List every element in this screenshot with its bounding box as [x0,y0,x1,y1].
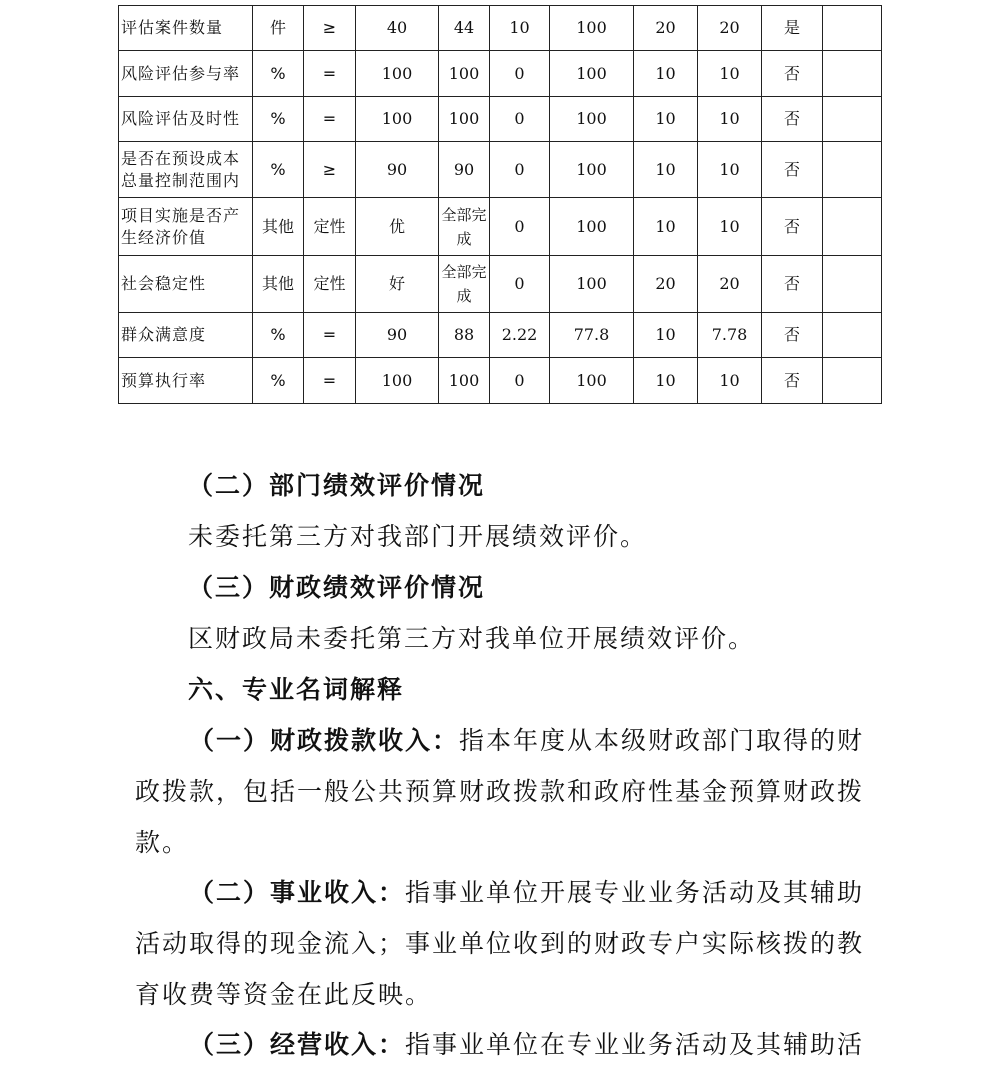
cell-note [823,358,882,404]
cell-actual: 100 [439,358,490,404]
cell-note [823,97,882,142]
section-heading-finance-evaluation: （三）财政绩效评价情况 [188,573,486,602]
cell-name: 社会稳定性 [119,256,253,313]
cell-score: 10 [698,142,762,198]
cell-dev: 0 [490,358,550,404]
cell-name: 群众满意度 [119,313,253,358]
cell-op: 定性 [304,256,356,313]
cell-name: 预算执行率 [119,358,253,404]
term-definition [135,715,880,868]
table-body [119,6,882,404]
cell-weight: 20 [634,6,698,51]
cell-op: = [304,313,356,358]
term-label: （二）事业收入： [189,878,406,907]
cell-target: 好 [356,256,439,313]
cell-dev: 10 [490,6,550,51]
cell-rate: 100 [550,6,634,51]
cell-target: 40 [356,6,439,51]
cell-op: 定性 [304,198,356,256]
term-label: （三）经营收入： [189,1030,406,1059]
cell-score: 10 [698,198,762,256]
table-row [119,313,882,358]
cell-target: 100 [356,97,439,142]
term-text: 指事业单位开展专业业务活动及其辅助活动取得的现金流入；事业单位收到的财政专户实际核拨的教育收费等资金在此反映。 [135,878,865,1009]
cell-unit: % [253,51,304,97]
cell-name: 风险评估及时性 [119,97,253,142]
term-definition [135,867,880,1020]
performance-indicator-table [118,5,882,404]
cell-unit: % [253,313,304,358]
cell-name: 风险评估参与率 [119,51,253,97]
cell-name: 评估案件数量 [119,6,253,51]
cell-unit: 其他 [253,256,304,313]
table-row [119,97,882,142]
section-heading-dept-evaluation: （二）部门绩效评价情况 [188,471,486,500]
cell-flag: 否 [762,142,823,198]
cell-dev: 0 [490,142,550,198]
cell-rate: 100 [550,358,634,404]
cell-unit: 件 [253,6,304,51]
dept-evaluation-text: 未委托第三方对我部门开展绩效评价。 [188,522,648,551]
cell-dev: 0 [490,51,550,97]
cell-target: 90 [356,142,439,198]
table-row [119,6,882,51]
cell-score: 7.78 [698,313,762,358]
cell-name: 项目实施是否产生经济价值 [119,198,253,256]
term-text: 指事业单位在专业业务活动及其辅助活 [405,1030,865,1059]
cell-actual: 90 [439,142,490,198]
table-row [119,142,882,198]
cell-rate: 77.8 [550,313,634,358]
cell-unit: % [253,142,304,198]
cell-flag: 否 [762,198,823,256]
cell-flag: 否 [762,97,823,142]
cell-op: = [304,51,356,97]
cell-op: = [304,97,356,142]
cell-weight: 10 [634,313,698,358]
section-heading-terms: 六、专业名词解释 [188,675,405,704]
cell-actual: 全部完成 [439,256,490,313]
cell-score: 20 [698,6,762,51]
finance-evaluation-text: 区财政局未委托第三方对我单位开展绩效评价。 [188,624,756,653]
cell-target: 100 [356,51,439,97]
cell-weight: 10 [634,142,698,198]
cell-weight: 10 [634,358,698,404]
table-row [119,256,882,313]
cell-weight: 10 [634,97,698,142]
cell-note [823,142,882,198]
cell-actual: 100 [439,97,490,142]
table-row [119,51,882,97]
cell-op: ≥ [304,6,356,51]
cell-unit: % [253,358,304,404]
cell-note [823,256,882,313]
cell-note [823,313,882,358]
cell-note [823,198,882,256]
cell-target: 优 [356,198,439,256]
cell-dev: 2.22 [490,313,550,358]
cell-flag: 是 [762,6,823,51]
cell-score: 10 [698,97,762,142]
cell-rate: 100 [550,142,634,198]
cell-rate: 100 [550,51,634,97]
cell-note [823,51,882,97]
table-row [119,198,882,256]
cell-weight: 10 [634,51,698,97]
term-label: （一）财政拨款收入： [189,726,460,755]
cell-op: ≥ [304,142,356,198]
cell-name: 是否在预设成本总量控制范围内 [119,142,253,198]
cell-dev: 0 [490,198,550,256]
cell-unit: % [253,97,304,142]
cell-op: = [304,358,356,404]
cell-score: 20 [698,256,762,313]
table-row [119,358,882,404]
cell-flag: 否 [762,358,823,404]
cell-flag: 否 [762,256,823,313]
cell-weight: 20 [634,256,698,313]
cell-actual: 44 [439,6,490,51]
cell-rate: 100 [550,97,634,142]
cell-dev: 0 [490,97,550,142]
cell-flag: 否 [762,313,823,358]
cell-weight: 10 [634,198,698,256]
cell-score: 10 [698,51,762,97]
cell-target: 100 [356,358,439,404]
cell-rate: 100 [550,256,634,313]
cell-note [823,6,882,51]
cell-unit: 其他 [253,198,304,256]
cell-flag: 否 [762,51,823,97]
term-text: 指本年度从本级财政部门取得的财政拨款，包括一般公共预算财政拨款和政府性基金预算财政拨款。 [135,726,865,857]
cell-target: 90 [356,313,439,358]
cell-rate: 100 [550,198,634,256]
cell-dev: 0 [490,256,550,313]
cell-score: 10 [698,358,762,404]
cell-actual: 88 [439,313,490,358]
cell-actual: 100 [439,51,490,97]
term-definition [135,1019,880,1070]
cell-actual: 全部完成 [439,198,490,256]
